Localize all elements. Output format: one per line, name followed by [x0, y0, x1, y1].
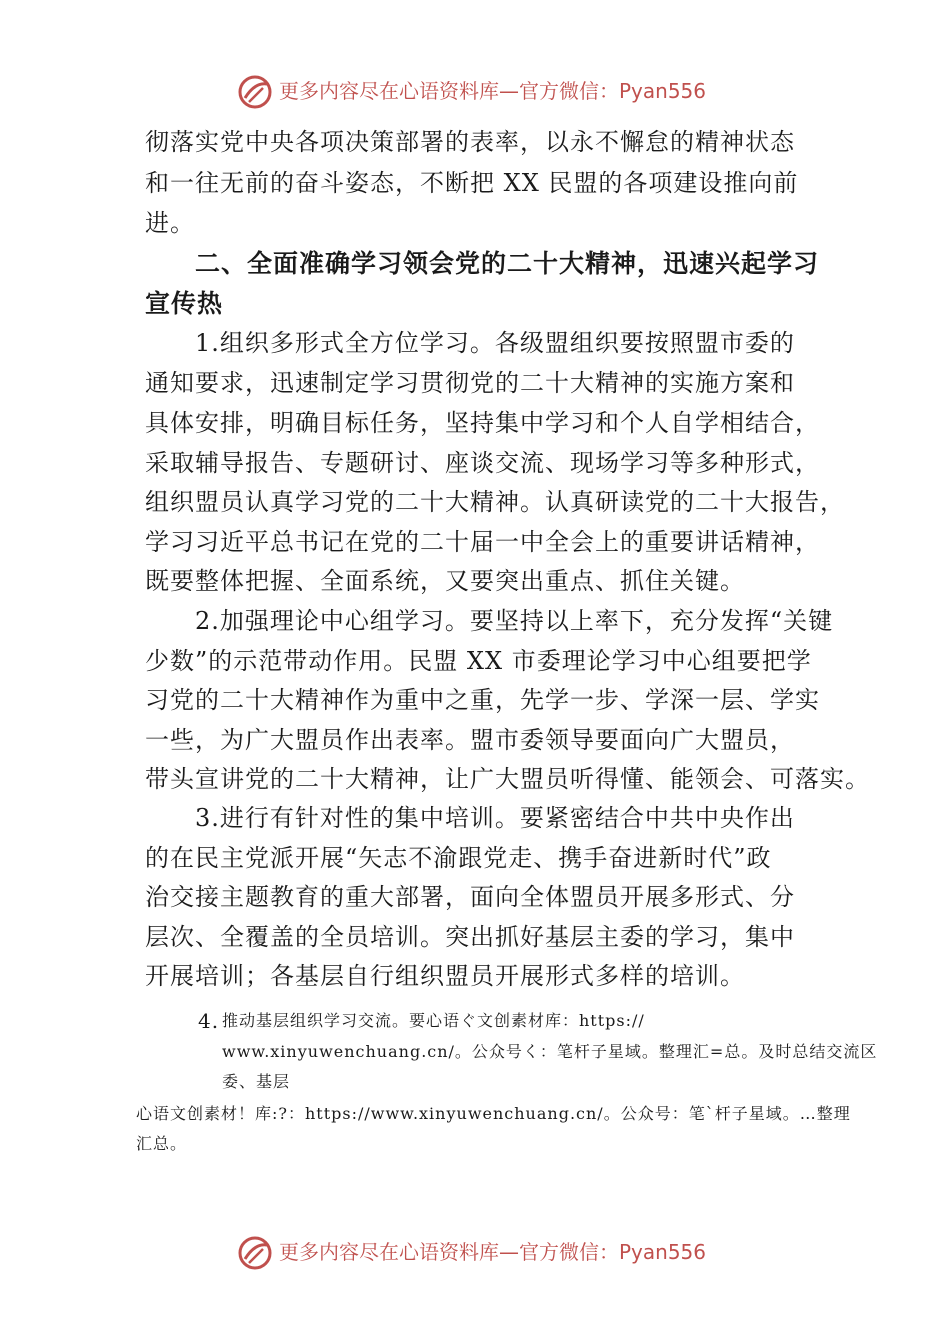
body-line: 带头宣讲党的二十大精神，让广大盟员听得懂、能领会、可落实。 [145, 765, 870, 793]
logo-icon [237, 74, 273, 110]
body-line: 层次、全覆盖的全员培训。突出抓好基层主委的学习，集中 [145, 923, 795, 951]
footer-note: 汇总。 [136, 1134, 188, 1153]
body-line: 和一往无前的奋斗姿态，不断把 XX 民盟的各项建设推向前 [145, 169, 799, 197]
body-line: 既要整体把握、全面系统，又要突出重点、抓住关键。 [145, 567, 745, 595]
body-line: 通知要求，迅速制定学习贯彻党的二十大精神的实施方案和 [145, 369, 795, 397]
wechat-id: Pyan556 [619, 1240, 707, 1264]
body-line: 彻落实党中央各项决策部署的表率，以永不懈怠的精神状态 [145, 128, 795, 156]
footer-note: 心语文创素材！库:?：https://www.xinyuwenchuang.cn/。公众号：笔`杆子星域。…整理 [136, 1104, 851, 1123]
item4-line: 委、基层 [222, 1072, 291, 1091]
body-line: 组织盟员认真学习党的二十大精神。认真研读党的二十大报告， [145, 488, 845, 516]
body-line: 具体安排，明确目标任务，坚持集中学习和个人自学相结合， [145, 409, 820, 437]
body-line: 学习习近平总书记在党的二十届一中全会上的重要讲话精神， [145, 528, 820, 556]
body-line: 2.加强理论中心组学习。要坚持以上率下，充分发挥“关键 [195, 607, 834, 635]
logo-icon [237, 1235, 273, 1271]
section-heading: 宣传热 [145, 289, 224, 318]
item4-number: 4. [198, 1009, 220, 1033]
body-line: 采取辅导报告、专题研讨、座谈交流、现场学习等多种形式， [145, 449, 820, 477]
wechat-id: Pyan556 [619, 79, 707, 103]
body-line: 1.组织多形式全方位学习。各级盟组织要按照盟市委的 [195, 329, 795, 357]
item4-line: 推动基层组织学习交流。要心语ぐ文创素材库：https:// [222, 1011, 645, 1030]
item4-line: www.xinyuwenchuang.cn/。公众号く：笔杆子星域。整理汇=总。及时总结交流区 [222, 1042, 878, 1061]
header-banner [0, 72, 950, 112]
body-line: 一些，为广大盟员作出表率。盟市委领导要面向广大盟员， [145, 726, 795, 754]
body-line: 治交接主题教育的重大部署，面向全体盟员开展多形式、分 [145, 883, 795, 911]
body-line: 习党的二十大精神作为重中之重，先学一步、学深一层、学实 [145, 686, 820, 714]
body-line: 少数”的示范带动作用。民盟 XX 市委理论学习中心组要把学 [145, 647, 812, 675]
footer-banner [0, 1233, 950, 1273]
banner-text: 更多内容尽在心语资料库—官方微信：Pyan556 [279, 1240, 707, 1264]
body-line: 3.进行有针对性的集中培训。要紧密结合中共中央作出 [195, 804, 795, 832]
body-line: 开展培训；各基层自行组织盟员开展形式多样的培训。 [145, 962, 745, 990]
section-heading: 二、全面准确学习领会党的二十大精神，迅速兴起学习 [195, 249, 820, 278]
body-line: 进。 [145, 209, 195, 237]
banner-text: 更多内容尽在心语资料库—官方微信：Pyan556 [279, 79, 707, 103]
body-line: 的在民主党派开展“矢志不渝跟党走、携手奋进新时代”政 [145, 844, 772, 872]
